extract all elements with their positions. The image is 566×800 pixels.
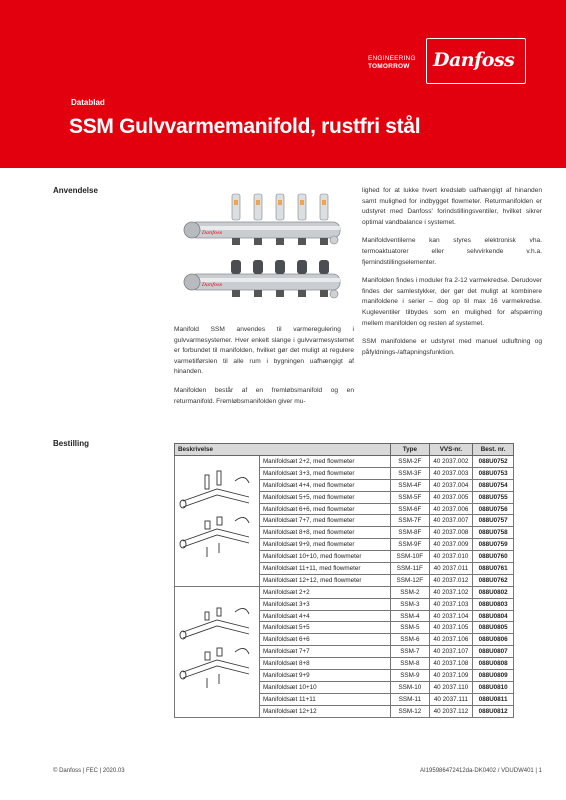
cell-best-nr: 088U0755 <box>473 491 514 503</box>
paragraph: SSM manifoldene er udstyret med manuel udluftning og påfyldnings-/aftapningsfunktion. <box>362 338 542 356</box>
cell-best-nr: 088U0758 <box>473 527 514 539</box>
anvendelse-left-column <box>174 325 354 415</box>
cell-description: Manifoldsæt 12+12, med flowmeter <box>259 574 390 586</box>
doc-type: Datablad <box>71 98 105 107</box>
cell-vvs-nr: 40 2037.012 <box>429 574 473 586</box>
cell-type: SSM-5 <box>391 622 430 634</box>
page-title: SSM Gulvvarmemanifold, rustfri stål <box>69 115 421 138</box>
cell-type: SSM-2 <box>391 586 430 598</box>
cell-vvs-nr: 40 2037.107 <box>429 646 473 658</box>
cell-description: Manifoldsæt 11+11 <box>259 693 390 705</box>
cell-description: Manifoldsæt 4+4 <box>259 610 390 622</box>
tagline-line2: TOMORROW <box>368 63 410 70</box>
tagline <box>368 55 416 71</box>
cell-type: SSM-7 <box>391 646 430 658</box>
cell-vvs-nr: 40 2037.003 <box>429 467 473 479</box>
cell-vvs-nr: 40 2037.011 <box>429 563 473 575</box>
cell-vvs-nr: 40 2037.006 <box>429 503 473 515</box>
cell-vvs-nr: 40 2037.103 <box>429 598 473 610</box>
cell-type: SSM-10 <box>391 681 430 693</box>
col-header-type: Type <box>391 444 430 456</box>
table-header-row <box>175 444 514 456</box>
tagline-line1: ENGINEERING <box>368 55 416 62</box>
cell-description: Manifoldsæt 7+7 <box>259 646 390 658</box>
manifold-product-photo <box>182 190 350 318</box>
cell-vvs-nr: 40 2037.110 <box>429 681 473 693</box>
cell-vvs-nr: 40 2037.002 <box>429 456 473 468</box>
cell-type: SSM-7F <box>391 515 430 527</box>
cell-description: Manifoldsæt 6+6 <box>259 634 390 646</box>
cell-description: Manifoldsæt 4+4, med flowmeter <box>259 479 390 491</box>
cell-type: SSM-12 <box>391 705 430 717</box>
cell-description: Manifoldsæt 8+8 <box>259 658 390 670</box>
cell-description: Manifoldsæt 3+3, med flowmeter <box>259 467 390 479</box>
cell-vvs-nr: 40 2037.106 <box>429 634 473 646</box>
cell-best-nr: 088U0803 <box>473 598 514 610</box>
paragraph: Manifolden findes i moduler fra 2-12 varmekredse. Derudover findes der samlestykker, der gør det muligt at kombinere manifoldene i serier – dog op til max 16 varmekredse. Kugleventiler tilbydes som en mulighed for afspærring mellem manifolden og resten af systemet. <box>362 277 542 327</box>
cell-description: Manifoldsæt 2+2 <box>259 586 390 598</box>
cell-best-nr: 088U0808 <box>473 658 514 670</box>
cell-description: Manifoldsæt 12+12 <box>259 705 390 717</box>
svg-text:Danfoss: Danfoss <box>202 230 223 236</box>
cell-best-nr: 088U0809 <box>473 670 514 682</box>
header-band <box>0 0 566 168</box>
cell-type: SSM-2F <box>391 456 430 468</box>
cell-best-nr: 088U0762 <box>473 574 514 586</box>
order-table <box>174 443 514 718</box>
cell-description: Manifoldsæt 2+2, med flowmeter <box>259 456 390 468</box>
paragraph: Manifoldventilerne kan styres elektronisk vha. termoaktuatorer eller selvvirkende v.h.a. fjernindstillingselementer. <box>362 237 542 266</box>
anvendelse-right-column <box>362 186 542 366</box>
cell-best-nr: 088U0759 <box>473 539 514 551</box>
cell-description: Manifoldsæt 3+3 <box>259 598 390 610</box>
cell-best-nr: 088U0761 <box>473 563 514 575</box>
cell-best-nr: 088U0757 <box>473 515 514 527</box>
paragraph: Manifold SSM anvendes til varmeregulering i gulvvarmesystemer. Hver enkelt slange i gulvvarmesystemet er forbundet til manifolden, hvilket gør det muligt at regulere varmetilførslen til alle rum i bygningen uafhængigt af hinanden. <box>174 326 354 376</box>
cell-description: Manifoldsæt 8+8, med flowmeter <box>259 527 390 539</box>
cell-best-nr: 088U0810 <box>473 681 514 693</box>
cell-description: Manifoldsæt 6+6, med flowmeter <box>259 503 390 515</box>
cell-vvs-nr: 40 2037.109 <box>429 670 473 682</box>
col-header-beskrivelse: Beskrivelse <box>175 444 391 456</box>
col-header-bestnr: Best. nr. <box>473 444 514 456</box>
manifold-sketch-cell <box>175 456 260 587</box>
paragraph: lighed for at lukke hvert kredsløb uafhængigt af hinanden samt mulighed for indbygget flowmeter. Returmanifolden er udstyret med Danfoss' forindstillingsventiler, hvilket sikrer optimal vandbalance i systemet. <box>362 187 542 226</box>
cell-type: SSM-5F <box>391 491 430 503</box>
sketch-plain <box>177 592 257 712</box>
cell-vvs-nr: 40 2037.004 <box>429 479 473 491</box>
cell-type: SSM-3 <box>391 598 430 610</box>
cell-best-nr: 088U0806 <box>473 634 514 646</box>
cell-vvs-nr: 40 2037.008 <box>429 527 473 539</box>
cell-best-nr: 088U0807 <box>473 646 514 658</box>
cell-best-nr: 088U0754 <box>473 479 514 491</box>
section-label-anvendelse: Anvendelse <box>53 186 98 195</box>
cell-best-nr: 088U0802 <box>473 586 514 598</box>
cell-type: SSM-9 <box>391 670 430 682</box>
cell-type: SSM-8F <box>391 527 430 539</box>
cell-type: SSM-8 <box>391 658 430 670</box>
cell-description: Manifoldsæt 10+10, med flowmeter <box>259 551 390 563</box>
cell-type: SSM-6 <box>391 634 430 646</box>
cell-best-nr: 088U0752 <box>473 456 514 468</box>
table-row <box>175 456 514 468</box>
cell-vvs-nr: 40 2037.111 <box>429 693 473 705</box>
section-label-bestilling: Bestilling <box>53 439 90 448</box>
cell-description: Manifoldsæt 7+7, med flowmeter <box>259 515 390 527</box>
cell-type: SSM-9F <box>391 539 430 551</box>
cell-vvs-nr: 40 2037.112 <box>429 705 473 717</box>
cell-best-nr: 088U0811 <box>473 693 514 705</box>
cell-description: Manifoldsæt 5+5 <box>259 622 390 634</box>
cell-vvs-nr: 40 2037.009 <box>429 539 473 551</box>
cell-type: SSM-12F <box>391 574 430 586</box>
cell-type: SSM-3F <box>391 467 430 479</box>
cell-type: SSM-4 <box>391 610 430 622</box>
col-header-vvs: VVS-nr. <box>429 444 473 456</box>
logo-text: Danfoss <box>433 49 515 71</box>
cell-description: Manifoldsæt 9+9 <box>259 670 390 682</box>
cell-vvs-nr: 40 2037.104 <box>429 610 473 622</box>
footer-copyright: © Danfoss | FEC | 2020.03 <box>53 768 125 774</box>
manifold-sketch-cell <box>175 586 260 717</box>
cell-type: SSM-4F <box>391 479 430 491</box>
cell-type: SSM-11F <box>391 563 430 575</box>
cell-vvs-nr: 40 2037.102 <box>429 586 473 598</box>
cell-best-nr: 088U0812 <box>473 705 514 717</box>
paragraph: Manifolden består af en fremløbsmanifold og en returmanifold. Fremløbsmanifolden giver mu- <box>174 386 354 405</box>
cell-best-nr: 088U0753 <box>473 467 514 479</box>
cell-type: SSM-11 <box>391 693 430 705</box>
cell-best-nr: 088U0804 <box>473 610 514 622</box>
cell-best-nr: 088U0760 <box>473 551 514 563</box>
footer-doc-number: AI195986472412da-DK0402 / VDUDW401 | 1 <box>420 768 542 774</box>
cell-best-nr: 088U0805 <box>473 622 514 634</box>
cell-vvs-nr: 40 2037.105 <box>429 622 473 634</box>
cell-vvs-nr: 40 2037.010 <box>429 551 473 563</box>
cell-vvs-nr: 40 2037.108 <box>429 658 473 670</box>
cell-type: SSM-6F <box>391 503 430 515</box>
danfoss-logo <box>426 38 526 84</box>
cell-description: Manifoldsæt 11+11, med flowmeter <box>259 563 390 575</box>
table-row <box>175 586 514 598</box>
svg-text:Danfoss: Danfoss <box>202 282 223 288</box>
cell-vvs-nr: 40 2037.005 <box>429 491 473 503</box>
sketch-flowmeter <box>177 461 257 581</box>
cell-best-nr: 088U0756 <box>473 503 514 515</box>
cell-type: SSM-10F <box>391 551 430 563</box>
cell-vvs-nr: 40 2037.007 <box>429 515 473 527</box>
cell-description: Manifoldsæt 9+9, med flowmeter <box>259 539 390 551</box>
cell-description: Manifoldsæt 10+10 <box>259 681 390 693</box>
cell-description: Manifoldsæt 5+5, med flowmeter <box>259 491 390 503</box>
